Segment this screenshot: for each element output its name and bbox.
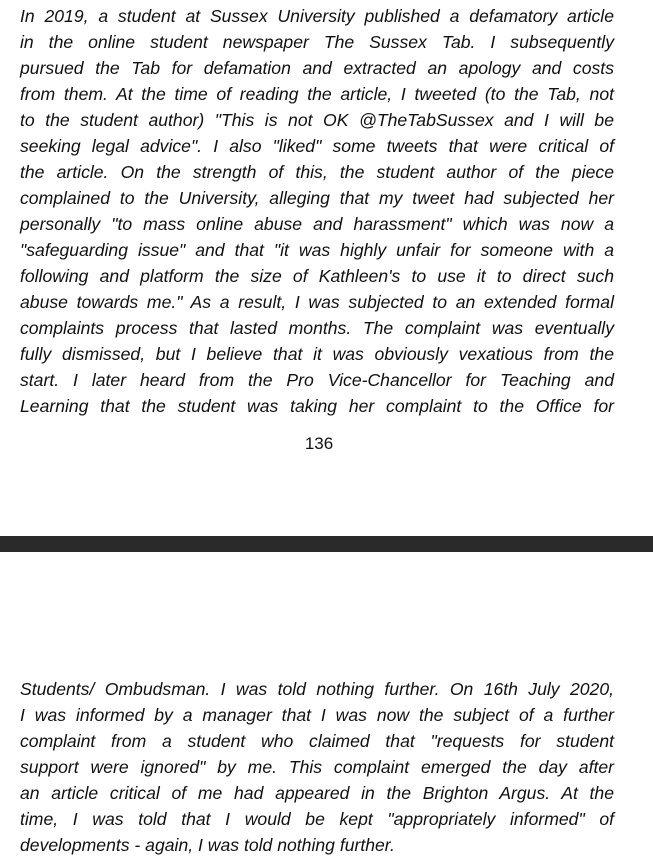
text-line: the article. On the strength of this, the student author of the piece	[20, 162, 614, 182]
text-line: "safeguarding issue" and that "it was highly unfair for someone with a	[20, 240, 614, 260]
text-line: in the online student newspaper The Sussex Tab. I subsequently	[20, 32, 614, 52]
text-line: an article critical of me had appeared in the Brighton Argus. At the	[20, 783, 614, 803]
text-line: start. I later heard from the Pro Vice-Chancellor for Teaching and	[20, 370, 614, 390]
text-line: following and platform the size of Kathleen's to use it to direct such	[20, 266, 614, 286]
text-line: support were ignored" by me. This complaint emerged the day after	[20, 757, 614, 777]
text-line: developments - again, I was told nothing further.	[20, 835, 395, 855]
text-line: In 2019, a student at Sussex University published a defamatory article	[20, 6, 614, 26]
text-line: Learning that the student was taking her complaint to the Office for	[20, 396, 614, 416]
page-137	[0, 552, 653, 858]
text-line: fully dismissed, but I believe that it was obviously vexatious from the	[20, 344, 614, 364]
text-line: pursued the Tab for defamation and extracted an apology and costs	[20, 58, 614, 78]
text-line: from them. At the time of reading the article, I tweeted (to the Tab, not	[20, 84, 614, 104]
text-line: complaints process that lasted months. The complaint was eventually	[20, 318, 614, 338]
text-line: seeking legal advice". I also "liked" some tweets that were critical of	[20, 136, 614, 156]
text-line: time, I was told that I would be kept "appropriately informed" of	[20, 809, 614, 829]
page-divider	[0, 536, 653, 552]
text-line: complained to the University, alleging that my tweet had subjected her	[20, 188, 614, 208]
text-line: abuse towards me." As a result, I was subjected to an extended formal	[20, 292, 614, 312]
text-line: I was informed by a manager that I was now the subject of a further	[20, 705, 614, 725]
text-line: to the student author) "This is not OK @TheTabSussex and I will be	[20, 110, 614, 130]
page-number: 136	[304, 434, 334, 453]
text-line: complaint from a student who claimed that "requests for student	[20, 731, 614, 751]
text-line: personally "to mass online abuse and harassment" which was now a	[20, 214, 614, 234]
text-line: Students/ Ombudsman. I was told nothing further. On 16th July 2020,	[20, 679, 614, 699]
